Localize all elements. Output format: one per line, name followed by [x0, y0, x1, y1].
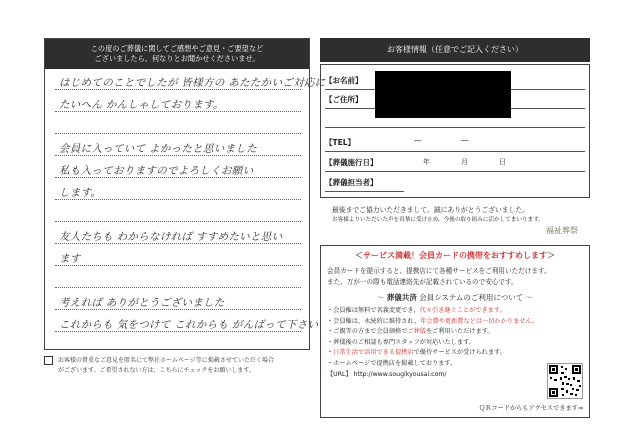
address-field-2[interactable] [325, 127, 585, 128]
consent-line-1: お客様の貴重なご意見を匿名にて弊社ホームページ等に掲載させていただく場合 [58, 357, 274, 364]
ruled-line [55, 133, 301, 134]
handwritten-line: 考えれば ありがとうございました [59, 297, 225, 309]
comment-panel [44, 38, 326, 350]
benefit-item: ・ホームページで提携店を掲載しております。 [327, 359, 457, 367]
promo-title-mark-end: ＞ [547, 251, 556, 260]
promo-title-mark: ＜ [354, 251, 363, 260]
survey-card [44, 38, 590, 418]
system-deco-right: 〜 [525, 293, 534, 302]
benefit-item: ・会員権は無料で名義変更でき、代々引き継ぐことができます。 [327, 307, 506, 314]
benefit-item: ・会員権は、永続的に維持され、年会費や更新費などは一切かかりません。 [327, 317, 539, 325]
handwritten-line: 私も入っておりますのでよろしくお願い [59, 165, 254, 177]
month-unit: 月 [461, 158, 468, 166]
promo-title [321, 250, 589, 261]
name-label: 【お名前】 [325, 76, 363, 85]
handwritten-line: 友人たちも わからなければ すすめたいと思い [59, 231, 283, 243]
comment-header-line-1: この度のご葬儀に関してご感想やご意見・ご要望など [90, 44, 264, 53]
handwritten-line: たいへん かんしゃしております。 [59, 99, 224, 111]
promo-desc-line-2: また、万が一の際も電話連絡先が記載されているので安心です。 [327, 277, 518, 286]
system-brand: 葬儀共済 [386, 293, 417, 302]
ruled-line [55, 287, 301, 288]
thanks-message [332, 205, 544, 225]
staff-field[interactable] [325, 191, 404, 192]
funeral-date-row [321, 153, 589, 172]
system-deco-left: 〜 [376, 293, 385, 302]
handwritten-line: はじめてのことでしたが 皆様方の あたたかいご対応に [59, 77, 326, 89]
year-unit: 年 [423, 158, 430, 166]
customer-form [320, 64, 590, 198]
handwritten-line: ます [59, 253, 81, 265]
comment-header [45, 39, 309, 69]
ruled-line [55, 265, 301, 266]
consent-line-2: がございます。ご希望されない方は、こちらにチェックをお願いします。 [58, 367, 255, 374]
thanks-line-1: 最後までご協力いただきまして、誠にありがとうございました。 [332, 206, 529, 214]
system-title [321, 292, 589, 303]
tel-label: 【TEL】 [325, 138, 356, 147]
benefit-item: ・ご親等の方まで会員価格でご葬儀をご利用いただけます。 [327, 328, 494, 336]
tel-separator: ― [461, 136, 469, 145]
benefit-item: ・日常生活で活用できる提携店で優待サービスが受けられます。 [327, 349, 506, 357]
qr-code[interactable] [547, 363, 583, 399]
comment-header-line-2: ございましたら、何なりとお聞かせくださいませ。 [94, 54, 260, 63]
qr-note: ＱＲコードからもアクセスできます⇒ [479, 405, 583, 412]
info-panel [320, 38, 590, 418]
company-logo: 福祉葬祭 [546, 226, 578, 235]
funeral-date-label: 【葬儀施行日】 [325, 158, 378, 167]
handwritten-line: します。 [59, 187, 102, 199]
promo-desc-line-1: 会員カードを提示すると、提携店にて各種サービスをご利用いただけます。 [327, 267, 551, 275]
tel-field[interactable] [325, 151, 585, 152]
handwritten-line: 会員に入っていて よかったと思いました [59, 143, 258, 155]
benefit-list [327, 306, 538, 380]
handwritten-line: これからも 気をつけて これからも がんばって下さい [59, 319, 319, 331]
funeral-date-field[interactable] [325, 171, 585, 172]
benefit-item: ・葬儀後のご相談も専門スタッフが対応いたします。 [327, 338, 476, 346]
promo-title-text: サービス満載！会員カードの携帯をおすすめします [362, 251, 548, 260]
url-link[interactable]: 【URL】 http://www.sougikyousai.com/ [327, 370, 447, 378]
promo-description [327, 266, 551, 287]
tel-row [321, 133, 589, 152]
address-label: 【ご住所】 [325, 95, 363, 104]
membership-promo [320, 245, 590, 418]
url-item [327, 370, 538, 381]
thanks-line-2: お客様よりいただいた声を真摯に受け止め、今後の取り組みに活かしてまいります。 [332, 217, 544, 223]
redaction-block [375, 71, 511, 118]
day-unit: 日 [499, 158, 506, 166]
customer-info-header: お客様情報（任意でご記入ください） [320, 38, 590, 62]
ruled-line [55, 221, 301, 222]
publish-optout-checkbox[interactable] [44, 356, 53, 365]
system-title-text: 会員システムのご利用について [416, 293, 526, 302]
consent-text [58, 356, 274, 376]
staff-label: 【葬儀担当者】 [325, 178, 378, 187]
tel-separator: ― [414, 136, 422, 145]
staff-row [321, 173, 589, 192]
